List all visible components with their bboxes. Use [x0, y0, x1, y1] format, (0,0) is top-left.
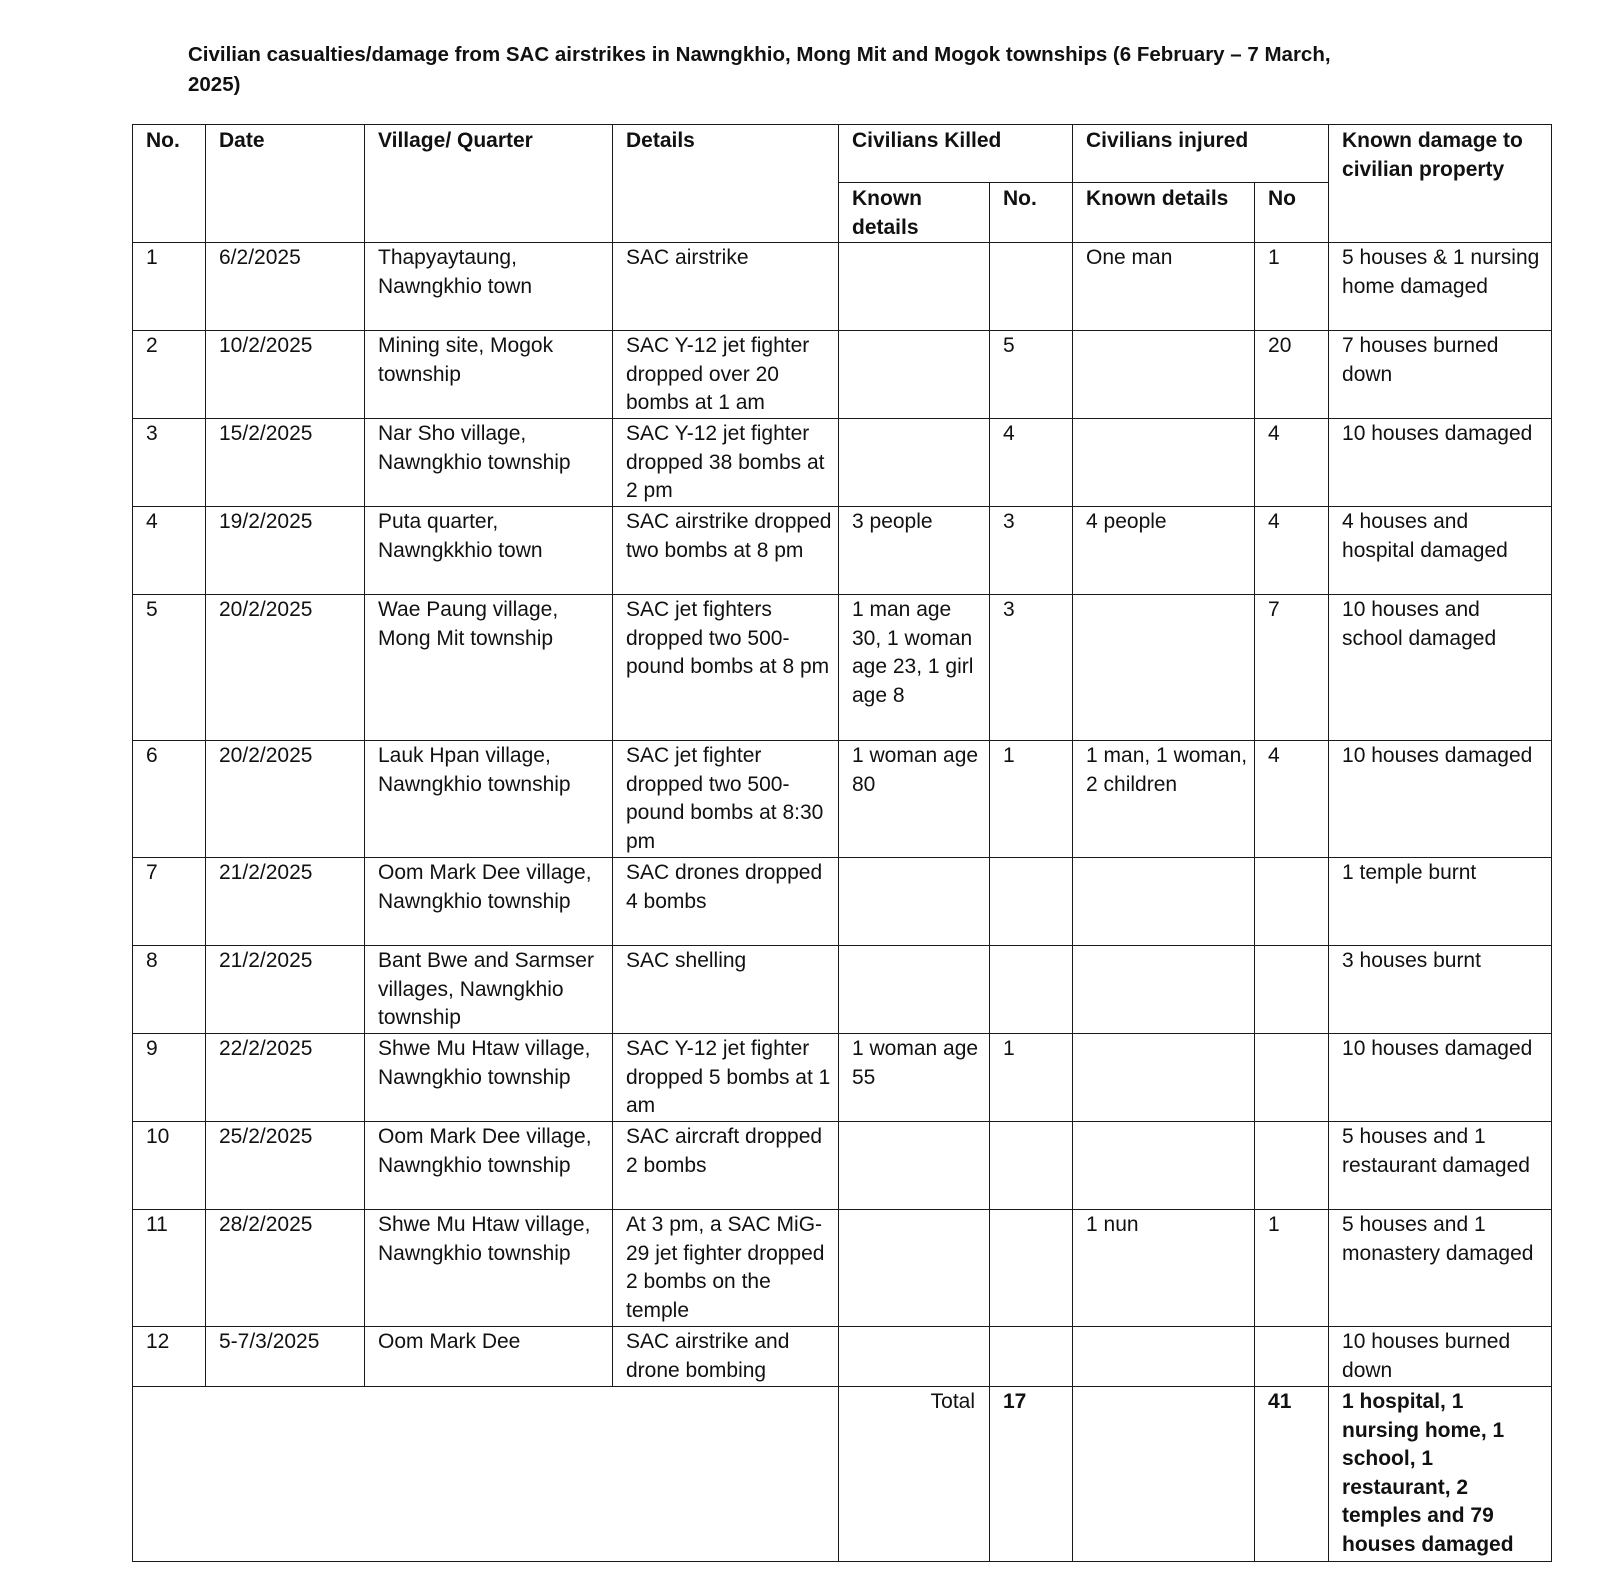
cell-details: SAC Y-12 jet fighter dropped 5 bombs at 1 am: [613, 1034, 839, 1122]
cell-village: Oom Mark Dee village, Nawngkhio township: [365, 1122, 613, 1210]
cell-injured-no: 1: [1255, 1210, 1329, 1327]
cell-injured-no: 4: [1255, 419, 1329, 507]
cell-injured-details: 1 man, 1 woman, 2 children: [1073, 741, 1255, 858]
cell-village: Oom Mark Dee village, Nawngkhio township: [365, 858, 613, 946]
cell-damage: 10 houses and school damaged: [1329, 595, 1552, 741]
total-injured-details: [1073, 1387, 1255, 1562]
header-killed-no: No.: [990, 183, 1073, 243]
table-row: [133, 1122, 1552, 1210]
cell-damage: 10 houses damaged: [1329, 419, 1552, 507]
cell-damage: 10 houses damaged: [1329, 1034, 1552, 1122]
header-injured-known-details: Known details: [1073, 183, 1255, 243]
cell-injured-details: [1073, 1327, 1255, 1387]
cell-village: Oom Mark Dee: [365, 1327, 613, 1387]
total-label: Total: [839, 1387, 990, 1562]
header-civilians-killed: Civilians Killed: [839, 125, 1073, 183]
cell-damage: 10 houses damaged: [1329, 741, 1552, 858]
cell-no: 8: [133, 946, 206, 1034]
cell-date: 19/2/2025: [206, 507, 365, 595]
table-row: [133, 507, 1552, 595]
cell-date: 15/2/2025: [206, 419, 365, 507]
cell-date: 25/2/2025: [206, 1122, 365, 1210]
cell-details: At 3 pm, a SAC MiG-29 jet fighter dropped 2 bombs on the temple: [613, 1210, 839, 1327]
cell-killed-no: 4: [990, 419, 1073, 507]
cell-no: 2: [133, 331, 206, 419]
cell-injured-details: One man: [1073, 243, 1255, 331]
total-injured-no: 41: [1255, 1387, 1329, 1562]
cell-date: 21/2/2025: [206, 858, 365, 946]
cell-village: Thapyaytaung, Nawngkhio town: [365, 243, 613, 331]
cell-damage: 4 houses and hospital damaged: [1329, 507, 1552, 595]
cell-injured-no: 4: [1255, 507, 1329, 595]
table-row: [133, 331, 1552, 419]
cell-details: SAC drones dropped 4 bombs: [613, 858, 839, 946]
cell-date: 20/2/2025: [206, 595, 365, 741]
cell-injured-no: [1255, 1327, 1329, 1387]
table-row: [133, 243, 1552, 331]
cell-injured-no: 7: [1255, 595, 1329, 741]
cell-damage: 3 houses burnt: [1329, 946, 1552, 1034]
cell-injured-details: [1073, 858, 1255, 946]
cell-injured-no: [1255, 1034, 1329, 1122]
cell-damage: 7 houses burned down: [1329, 331, 1552, 419]
cell-damage: 1 temple burnt: [1329, 858, 1552, 946]
table-row: [133, 741, 1552, 858]
cell-date: 5-7/3/2025: [206, 1327, 365, 1387]
table-row: [133, 419, 1552, 507]
cell-killed-details: [839, 858, 990, 946]
cell-no: 7: [133, 858, 206, 946]
cell-injured-details: [1073, 1034, 1255, 1122]
header-known-damage: Known damage to civilian property: [1329, 125, 1552, 243]
table-row: [133, 946, 1552, 1034]
cell-village: Nar Sho village, Nawngkhio township: [365, 419, 613, 507]
cell-killed-details: 1 woman age 55: [839, 1034, 990, 1122]
cell-village: Shwe Mu Htaw village, Nawngkhio township: [365, 1034, 613, 1122]
cell-damage: 5 houses & 1 nursing home damaged: [1329, 243, 1552, 331]
cell-injured-details: [1073, 331, 1255, 419]
cell-details: SAC airstrike dropped two bombs at 8 pm: [613, 507, 839, 595]
cell-killed-details: [839, 243, 990, 331]
cell-no: 9: [133, 1034, 206, 1122]
cell-injured-no: 20: [1255, 331, 1329, 419]
cell-killed-no: 1: [990, 1034, 1073, 1122]
header-date: Date: [206, 125, 365, 243]
header-village: Village/ Quarter: [365, 125, 613, 243]
cell-killed-no: [990, 858, 1073, 946]
cell-killed-no: [990, 243, 1073, 331]
cell-injured-details: 4 people: [1073, 507, 1255, 595]
cell-details: SAC Y-12 jet fighter dropped over 20 bombs at 1 am: [613, 331, 839, 419]
cell-killed-details: [839, 946, 990, 1034]
cell-no: 3: [133, 419, 206, 507]
cell-details: SAC airstrike and drone bombing: [613, 1327, 839, 1387]
cell-village: Puta quarter, Nawngkkhio town: [365, 507, 613, 595]
cell-killed-no: 3: [990, 595, 1073, 741]
cell-date: 28/2/2025: [206, 1210, 365, 1327]
cell-details: SAC aircraft dropped 2 bombs: [613, 1122, 839, 1210]
header-civilians-injured: Civilians injured: [1073, 125, 1329, 183]
cell-injured-no: [1255, 1122, 1329, 1210]
cell-killed-details: [839, 1210, 990, 1327]
casualties-table: [132, 124, 1552, 1562]
cell-killed-details: 1 man age 30, 1 woman age 23, 1 girl age 8: [839, 595, 990, 741]
cell-injured-details: 1 nun: [1073, 1210, 1255, 1327]
cell-no: 11: [133, 1210, 206, 1327]
cell-details: SAC shelling: [613, 946, 839, 1034]
cell-date: 6/2/2025: [206, 243, 365, 331]
table-row: [133, 595, 1552, 741]
header-killed-known-details: Known details: [839, 183, 990, 243]
total-killed-no: 17: [990, 1387, 1073, 1562]
header-injured-no: No: [1255, 183, 1329, 243]
cell-injured-no: [1255, 946, 1329, 1034]
cell-no: 4: [133, 507, 206, 595]
cell-injured-details: [1073, 419, 1255, 507]
total-spacer-cell: [133, 1387, 839, 1562]
cell-killed-no: [990, 946, 1073, 1034]
table-row: [133, 1034, 1552, 1122]
total-damage: 1 hospital, 1 nursing home, 1 school, 1 restaurant, 2 temples and 79 houses damaged: [1329, 1387, 1552, 1562]
cell-killed-details: [839, 331, 990, 419]
cell-no: 6: [133, 741, 206, 858]
cell-damage: 5 houses and 1 monastery damaged: [1329, 1210, 1552, 1327]
cell-killed-details: [839, 1327, 990, 1387]
cell-details: SAC jet fighters dropped two 500-pound bombs at 8 pm: [613, 595, 839, 741]
cell-no: 12: [133, 1327, 206, 1387]
cell-killed-details: [839, 1122, 990, 1210]
cell-killed-no: 3: [990, 507, 1073, 595]
cell-village: Mining site, Mogok township: [365, 331, 613, 419]
cell-damage: 10 houses burned down: [1329, 1327, 1552, 1387]
cell-details: SAC airstrike: [613, 243, 839, 331]
document-title: Civilian casualties/damage from SAC airstrikes in Nawngkhio, Mong Mit and Mogok townships (6 February – 7 March, 2025): [188, 43, 1331, 96]
cell-injured-details: [1073, 1122, 1255, 1210]
table-row: [133, 1327, 1552, 1387]
cell-date: 21/2/2025: [206, 946, 365, 1034]
table-row: [133, 1210, 1552, 1327]
cell-damage: 5 houses and 1 restaurant damaged: [1329, 1122, 1552, 1210]
cell-killed-no: [990, 1210, 1073, 1327]
cell-injured-details: [1073, 595, 1255, 741]
cell-injured-no: 4: [1255, 741, 1329, 858]
cell-no: 5: [133, 595, 206, 741]
header-details: Details: [613, 125, 839, 243]
cell-no: 1: [133, 243, 206, 331]
cell-details: SAC jet fighter dropped two 500-pound bombs at 8:30 pm: [613, 741, 839, 858]
cell-date: 10/2/2025: [206, 331, 365, 419]
cell-date: 22/2/2025: [206, 1034, 365, 1122]
total-row: [133, 1387, 1552, 1562]
cell-killed-no: [990, 1122, 1073, 1210]
cell-injured-no: 1: [1255, 243, 1329, 331]
cell-village: Shwe Mu Htaw village, Nawngkhio township: [365, 1210, 613, 1327]
cell-killed-no: 5: [990, 331, 1073, 419]
cell-details: SAC Y-12 jet fighter dropped 38 bombs at 2 pm: [613, 419, 839, 507]
cell-injured-no: [1255, 858, 1329, 946]
cell-killed-no: 1: [990, 741, 1073, 858]
cell-killed-no: [990, 1327, 1073, 1387]
cell-village: Wae Paung village, Mong Mit township: [365, 595, 613, 741]
table-row: [133, 858, 1552, 946]
cell-killed-details: [839, 419, 990, 507]
cell-no: 10: [133, 1122, 206, 1210]
cell-village: Lauk Hpan village, Nawngkhio township: [365, 741, 613, 858]
cell-injured-details: [1073, 946, 1255, 1034]
cell-date: 20/2/2025: [206, 741, 365, 858]
cell-killed-details: 3 people: [839, 507, 990, 595]
cell-killed-details: 1 woman age 80: [839, 741, 990, 858]
cell-village: Bant Bwe and Sarmser villages, Nawngkhio township: [365, 946, 613, 1034]
header-no: No.: [133, 125, 206, 243]
